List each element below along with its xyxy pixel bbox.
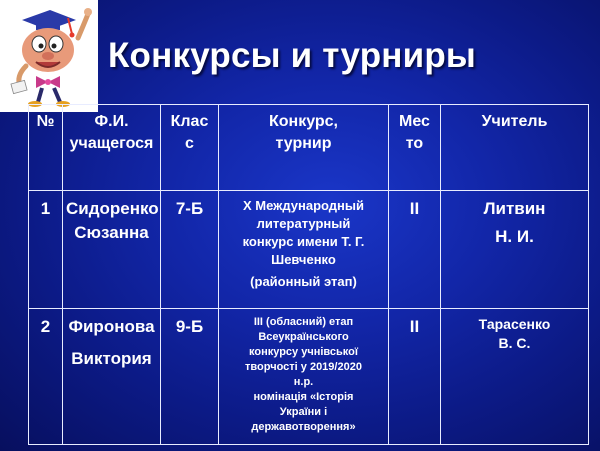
graduate-cartoon-icon — [6, 4, 92, 108]
table-header-row — [29, 105, 589, 191]
header-name: Ф.И. учащегося — [63, 105, 161, 191]
row1-place: II — [389, 191, 441, 309]
row1-num: 1 — [29, 191, 63, 309]
row1-class: 7-Б — [161, 191, 219, 309]
row2-class: 9-Б — [161, 309, 219, 445]
row1-contest: X Международный литературный конкурс имени Т. Г. Шевченко (районный этап) — [219, 191, 389, 309]
row2-contest: III (обласний) етап Всеукраїнського конкурсу учнівської творчості у 2019/2020 н.р. номінація «Історія України і державотворення» — [219, 309, 389, 445]
contests-table — [28, 104, 589, 445]
header-contest: Конкурс, турнир — [219, 105, 389, 191]
row1-teacher: Литвин Н. И. — [441, 191, 589, 309]
row2-teacher: Тарасенко В. С. — [441, 309, 589, 445]
row2-name: Фиронова Виктория — [63, 309, 161, 445]
header-class: Клас с — [161, 105, 219, 191]
row1-name: Сидоренко Сюзанна — [63, 191, 161, 309]
header-teacher: Учитель — [441, 105, 589, 191]
logo-panel — [0, 0, 98, 112]
slide-title: Конкурсы и турниры — [108, 36, 477, 75]
header-place: Мес то — [389, 105, 441, 191]
header-num: № — [29, 105, 63, 191]
row2-place: II — [389, 309, 441, 445]
row2-num: 2 — [29, 309, 63, 445]
table-row — [29, 309, 589, 445]
table-row — [29, 191, 589, 309]
